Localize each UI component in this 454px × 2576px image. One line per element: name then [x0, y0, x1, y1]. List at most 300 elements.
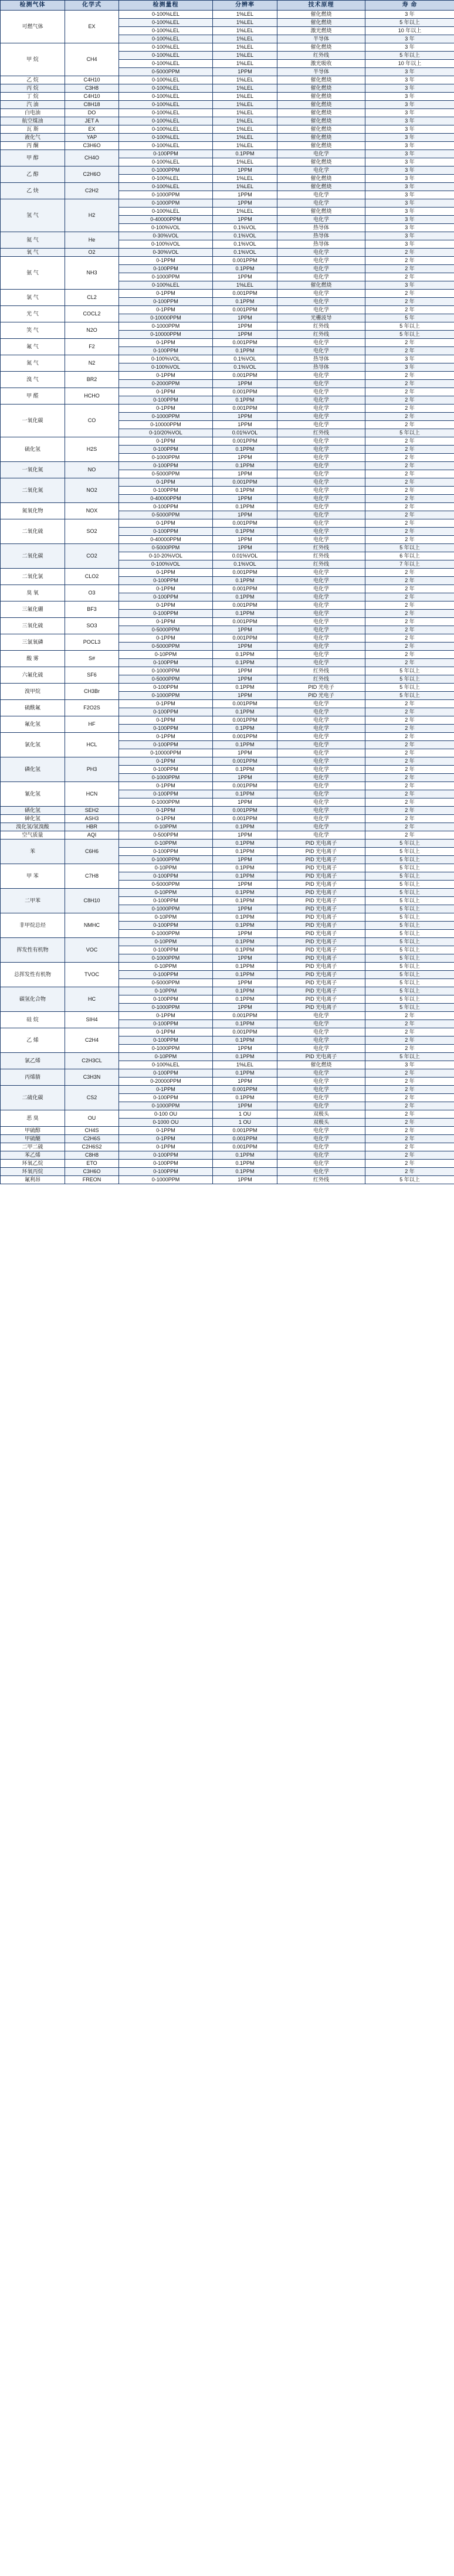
cell-resolution: 0.1PPM: [213, 741, 277, 749]
cell-resolution: 0.001PPM: [213, 700, 277, 708]
cell-detection-range: 0-100PPM: [119, 298, 213, 306]
cell-technology: 催化燃烧: [277, 84, 365, 93]
cell-technology: 电化学: [277, 478, 365, 487]
cell-gas-name: 乙 烷: [1, 76, 65, 84]
cell-life: 2 年: [365, 1094, 454, 1102]
cell-technology: PID 光电离子: [277, 954, 365, 963]
cell-detection-range: 0-100%LEL: [119, 101, 213, 109]
table-row: [1, 823, 454, 831]
cell-technology: 红外线: [277, 667, 365, 675]
cell-resolution: 0.1PPM: [213, 708, 277, 716]
table-row: [1, 716, 454, 725]
cell-technology: PID 光电离子: [277, 963, 365, 971]
cell-detection-range: 0-1PPM: [119, 306, 213, 314]
cell-life: 5 年以上: [365, 692, 454, 700]
cell-technology: 电化学: [277, 1168, 365, 1176]
cell-life: 2 年: [365, 470, 454, 478]
cell-technology: 电化学: [277, 807, 365, 815]
cell-gas-name: 氟化氢: [1, 716, 65, 733]
cell-technology: 催化燃烧: [277, 158, 365, 166]
table-row: [1, 963, 454, 971]
cell-detection-range: 0-1000PPM: [119, 1176, 213, 1184]
cell-technology: 电化学: [277, 166, 365, 175]
cell-resolution: 1%LEL: [213, 125, 277, 134]
table-row: [1, 544, 454, 552]
cell-life: 2 年: [365, 1143, 454, 1151]
cell-life: 2 年: [365, 725, 454, 733]
cell-technology: PID 光电离子: [277, 979, 365, 987]
cell-detection-range: 0-1PPM: [119, 290, 213, 298]
cell-life: 2 年: [365, 585, 454, 593]
cell-detection-range: 0-20000PPM: [119, 1078, 213, 1086]
cell-resolution: 0.1PPM: [213, 938, 277, 946]
cell-life: 5 年以上: [365, 995, 454, 1004]
cell-detection-range: 0-5000PPM: [119, 626, 213, 634]
cell-detection-range: 0-1PPM: [119, 1135, 213, 1143]
cell-life: 3 年: [365, 150, 454, 158]
cell-technology: 红外线: [277, 331, 365, 339]
cell-life: 2 年: [365, 618, 454, 626]
cell-detection-range: 0-10-20%VOL: [119, 552, 213, 560]
table-row: [1, 257, 454, 265]
cell-detection-range: 0-100PPM: [119, 528, 213, 536]
cell-life: 5 年以上: [365, 1176, 454, 1184]
cell-life: 2 年: [365, 1045, 454, 1053]
cell-technology: 红外线: [277, 429, 365, 437]
table-row: [1, 1168, 454, 1176]
cell-detection-range: 0-100PPM: [119, 487, 213, 495]
cell-detection-range: 0-100PPM: [119, 265, 213, 273]
cell-resolution: 0.1PPM: [213, 946, 277, 954]
table-row: [1, 43, 454, 52]
cell-chemical-formula: DO: [65, 109, 119, 117]
table-row: [1, 987, 454, 995]
table-row: [1, 183, 454, 191]
cell-life: 2 年: [365, 634, 454, 643]
cell-chemical-formula: C2H6S2: [65, 1143, 119, 1151]
cell-technology: 电化学: [277, 388, 365, 396]
cell-detection-range: 0-10000PPM: [119, 749, 213, 757]
cell-life: 2 年: [365, 249, 454, 257]
cell-gas-name: 磷化氢: [1, 757, 65, 782]
cell-chemical-formula: POCL3: [65, 634, 119, 651]
cell-detection-range: 0-10PPM: [119, 1053, 213, 1061]
cell-technology: 催化燃烧: [277, 183, 365, 191]
cell-detection-range: 0-100%VOL: [119, 363, 213, 372]
cell-detection-range: 0-2000PPM: [119, 380, 213, 388]
cell-chemical-formula: NMHC: [65, 913, 119, 938]
cell-resolution: 1PPM: [213, 1102, 277, 1110]
cell-technology: 电化学: [277, 626, 365, 634]
cell-life: 3 年: [365, 84, 454, 93]
cell-life: 2 年: [365, 437, 454, 446]
cell-technology: 电化学: [277, 782, 365, 790]
cell-resolution: 1PPM: [213, 511, 277, 519]
cell-technology: 催化燃烧: [277, 19, 365, 27]
cell-technology: 催化燃烧: [277, 281, 365, 290]
cell-life: 2 年: [365, 528, 454, 536]
cell-chemical-formula: HBR: [65, 823, 119, 831]
cell-resolution: 0.1PPM: [213, 610, 277, 618]
cell-gas-name: 二硫化碳: [1, 1086, 65, 1110]
cell-detection-range: 0-1PPM: [119, 815, 213, 823]
cell-chemical-formula: S#: [65, 651, 119, 667]
cell-resolution: 1PPM: [213, 1078, 277, 1086]
cell-chemical-formula: SO2: [65, 519, 119, 544]
cell-detection-range: 0-100%LEL: [119, 109, 213, 117]
cell-technology: 红外线: [277, 52, 365, 60]
cell-resolution: 0.001PPM: [213, 782, 277, 790]
cell-chemical-formula: C2H4: [65, 1028, 119, 1053]
cell-life: 5 年以上: [365, 881, 454, 889]
cell-technology: 电化学: [277, 372, 365, 380]
cell-technology: 电化学: [277, 585, 365, 593]
table-row: [1, 109, 454, 117]
cell-technology: 电化学: [277, 265, 365, 273]
cell-technology: 电化学: [277, 1012, 365, 1020]
cell-technology: 催化燃烧: [277, 76, 365, 84]
cell-resolution: 0.1PPM: [213, 1020, 277, 1028]
cell-life: 2 年: [365, 815, 454, 823]
cell-life: 5 年以上: [365, 864, 454, 872]
cell-technology: 电化学: [277, 774, 365, 782]
cell-gas-name: 丁 烷: [1, 93, 65, 101]
cell-resolution: 1PPM: [213, 199, 277, 208]
cell-technology: 电化学: [277, 454, 365, 462]
cell-resolution: 1PPM: [213, 495, 277, 503]
col-header-formula: 化学式: [65, 1, 119, 11]
table-row: [1, 1012, 454, 1020]
cell-chemical-formula: C7H8: [65, 864, 119, 889]
cell-resolution: 0.001PPM: [213, 1143, 277, 1151]
cell-chemical-formula: F2O2S: [65, 700, 119, 716]
cell-technology: 电化学: [277, 437, 365, 446]
cell-technology: 电化学: [277, 815, 365, 823]
cell-gas-name: 汽 油: [1, 101, 65, 109]
cell-detection-range: 0-100PPM: [119, 897, 213, 905]
cell-technology: 电化学: [277, 528, 365, 536]
cell-chemical-formula: NO: [65, 462, 119, 478]
cell-detection-range: 0-1PPM: [119, 601, 213, 610]
cell-life: 3 年: [365, 208, 454, 216]
cell-gas-name: 苯乙烯: [1, 1151, 65, 1160]
cell-detection-range: 0-100%LEL: [119, 208, 213, 216]
cell-detection-range: 0-100PPM: [119, 872, 213, 881]
cell-technology: 电化学: [277, 643, 365, 651]
table-row: [1, 519, 454, 528]
cell-resolution: 0.001PPM: [213, 733, 277, 741]
cell-life: 5 年以上: [365, 979, 454, 987]
table-row: [1, 1176, 454, 1184]
cell-resolution: 0.1PPM: [213, 265, 277, 273]
cell-detection-range: 0-1000PPM: [119, 930, 213, 938]
cell-technology: PID 光电离子: [277, 913, 365, 922]
cell-technology: PID 光电离子: [277, 881, 365, 889]
cell-technology: 催化燃烧: [277, 43, 365, 52]
table-row: [1, 117, 454, 125]
cell-gas-name: 硫酰氟: [1, 700, 65, 716]
cell-detection-range: 0-1PPM: [119, 478, 213, 487]
cell-technology: 电化学: [277, 569, 365, 577]
table-row: [1, 462, 454, 470]
cell-detection-range: 0-100%LEL: [119, 183, 213, 191]
cell-gas-name: 航空煤油: [1, 117, 65, 125]
cell-resolution: 1PPM: [213, 930, 277, 938]
table-row: [1, 667, 454, 675]
cell-technology: 电化学: [277, 257, 365, 265]
cell-life: 2 年: [365, 790, 454, 798]
cell-resolution: 1%LEL: [213, 183, 277, 191]
cell-detection-range: 0-30%VOL: [119, 232, 213, 240]
table-row: [1, 249, 454, 257]
cell-detection-range: 0-100PPM: [119, 971, 213, 979]
cell-life: 2 年: [365, 823, 454, 831]
table-row: [1, 601, 454, 610]
cell-resolution: 0.1PPM: [213, 347, 277, 355]
cell-gas-name: 硒化氢: [1, 807, 65, 815]
cell-technology: 电化学: [277, 380, 365, 388]
cell-technology: 电化学: [277, 798, 365, 807]
cell-resolution: 0.1PPM: [213, 1160, 277, 1168]
table-header: [1, 1, 454, 11]
cell-resolution: 0.001PPM: [213, 1028, 277, 1036]
cell-detection-range: 0-100%LEL: [119, 11, 213, 19]
cell-chemical-formula: JET A: [65, 117, 119, 125]
cell-chemical-formula: C8H8: [65, 1151, 119, 1160]
cell-life: 2 年: [365, 1160, 454, 1168]
cell-gas-name: 砷化氢: [1, 815, 65, 823]
cell-life: 5 年以上: [365, 889, 454, 897]
table-row: [1, 355, 454, 363]
cell-life: 3 年: [365, 183, 454, 191]
table-row: [1, 651, 454, 659]
cell-gas-name: 三氟化硼: [1, 601, 65, 618]
cell-technology: 电化学: [277, 700, 365, 708]
cell-technology: 电化学: [277, 339, 365, 347]
cell-gas-name: 液化气: [1, 134, 65, 142]
cell-detection-range: 0-100%LEL: [119, 1061, 213, 1069]
table-row: [1, 93, 454, 101]
cell-chemical-formula: C3H3N: [65, 1069, 119, 1086]
cell-life: 2 年: [365, 807, 454, 815]
cell-life: 2 年: [365, 1119, 454, 1127]
cell-resolution: 0.001PPM: [213, 757, 277, 766]
cell-resolution: 0.1PPM: [213, 848, 277, 856]
cell-life: 5 年以上: [365, 946, 454, 954]
cell-technology: 电化学: [277, 347, 365, 355]
cell-resolution: 1%LEL: [213, 158, 277, 166]
cell-detection-range: 0-1PPM: [119, 569, 213, 577]
cell-technology: 催化燃烧: [277, 1061, 365, 1069]
cell-chemical-formula: C3H8: [65, 84, 119, 93]
cell-gas-name: 硫化氢: [1, 437, 65, 462]
cell-detection-range: 0-1000PPM: [119, 454, 213, 462]
cell-resolution: 0.1PPM: [213, 577, 277, 585]
cell-resolution: 1%LEL: [213, 84, 277, 93]
cell-life: 2 年: [365, 421, 454, 429]
table-row: [1, 1028, 454, 1036]
table-row: [1, 199, 454, 208]
cell-resolution: 1PPM: [213, 68, 277, 76]
cell-detection-range: 0-1PPM: [119, 437, 213, 446]
cell-technology: 热导体: [277, 363, 365, 372]
cell-technology: 催化燃烧: [277, 125, 365, 134]
cell-resolution: 0.1PPM: [213, 651, 277, 659]
cell-technology: 电化学: [277, 593, 365, 601]
cell-chemical-formula: C2H6S: [65, 1135, 119, 1143]
cell-resolution: 1%LEL: [213, 109, 277, 117]
cell-resolution: 0.1PPM: [213, 823, 277, 831]
cell-detection-range: 0-1000PPM: [119, 1045, 213, 1053]
cell-resolution: 1%LEL: [213, 1061, 277, 1069]
table-row: [1, 125, 454, 134]
cell-detection-range: 0-1000PPM: [119, 954, 213, 963]
cell-detection-range: 0-100PPM: [119, 462, 213, 470]
cell-resolution: 1%LEL: [213, 43, 277, 52]
cell-resolution: 0.1PPM: [213, 1168, 277, 1176]
table-row: [1, 134, 454, 142]
cell-life: 3 年: [365, 224, 454, 232]
cell-technology: 电化学: [277, 487, 365, 495]
cell-technology: 催化燃烧: [277, 134, 365, 142]
cell-technology: 电化学: [277, 733, 365, 741]
table-row: [1, 290, 454, 298]
table-row: [1, 1053, 454, 1061]
cell-detection-range: 0-100PPM: [119, 610, 213, 618]
cell-life: 3 年: [365, 166, 454, 175]
cell-chemical-formula: AQI: [65, 831, 119, 840]
cell-life: 2 年: [365, 708, 454, 716]
cell-resolution: 1PPM: [213, 979, 277, 987]
cell-technology: PID 光电离子: [277, 905, 365, 913]
cell-chemical-formula: BR2: [65, 372, 119, 388]
cell-chemical-formula: C6H6: [65, 840, 119, 864]
cell-gas-name: 丙 酮: [1, 142, 65, 150]
cell-technology: 电化学: [277, 1102, 365, 1110]
table-row: [1, 150, 454, 158]
cell-resolution: 1%LEL: [213, 117, 277, 125]
col-header-life: 寿 命: [365, 1, 454, 11]
cell-resolution: 0.1PPM: [213, 987, 277, 995]
cell-resolution: 0.001PPM: [213, 437, 277, 446]
cell-technology: 催化燃烧: [277, 175, 365, 183]
cell-resolution: 0.1PPM: [213, 503, 277, 511]
cell-life: 5 年以上: [365, 954, 454, 963]
cell-detection-range: 0-100PPM: [119, 741, 213, 749]
cell-technology: 电化学: [277, 413, 365, 421]
cell-resolution: 0.1PPM: [213, 487, 277, 495]
table-row: [1, 684, 454, 692]
cell-resolution: 1%LEL: [213, 142, 277, 150]
cell-resolution: 0.1%VOL: [213, 560, 277, 569]
cell-chemical-formula: HCL: [65, 733, 119, 757]
table-row: [1, 569, 454, 577]
cell-detection-range: 0-100PPM: [119, 922, 213, 930]
cell-resolution: 0.1PPM: [213, 840, 277, 848]
cell-detection-range: 0-5000PPM: [119, 511, 213, 519]
cell-detection-range: 0-1PPM: [119, 388, 213, 396]
cell-technology: 电化学: [277, 1094, 365, 1102]
cell-technology: 电化学: [277, 1151, 365, 1160]
cell-life: 2 年: [365, 495, 454, 503]
cell-chemical-formula: CH4: [65, 43, 119, 76]
cell-chemical-formula: C4H10: [65, 76, 119, 84]
cell-resolution: 0.01%VOL: [213, 552, 277, 560]
cell-detection-range: 0-1000PPM: [119, 905, 213, 913]
cell-life: 3 年: [365, 93, 454, 101]
cell-detection-range: 0-100%VOL: [119, 240, 213, 249]
cell-gas-name: 丙 烷: [1, 84, 65, 93]
cell-resolution: 0.1PPM: [213, 659, 277, 667]
cell-resolution: 1PPM: [213, 643, 277, 651]
cell-life: 2 年: [365, 774, 454, 782]
cell-resolution: 0.001PPM: [213, 815, 277, 823]
cell-technology: 电化学: [277, 191, 365, 199]
cell-technology: 电化学: [277, 1160, 365, 1168]
cell-technology: PID 光电离子: [277, 840, 365, 848]
cell-life: 5 年以上: [365, 872, 454, 881]
cell-gas-name: 三氯氧磷: [1, 634, 65, 651]
cell-resolution: 0.001PPM: [213, 601, 277, 610]
cell-technology: 半导体: [277, 35, 365, 43]
cell-gas-name: 光 气: [1, 306, 65, 322]
cell-gas-name: 瓦 斯: [1, 125, 65, 134]
table-row: [1, 339, 454, 347]
cell-gas-name: 环氧丙烷: [1, 1168, 65, 1176]
cell-technology: 电化学: [277, 1020, 365, 1028]
cell-technology: 光栅波导: [277, 314, 365, 322]
cell-resolution: 1PPM: [213, 905, 277, 913]
gas-spec-table: [0, 0, 454, 1184]
cell-gas-name: 氮氧化物: [1, 503, 65, 519]
cell-life: 3 年: [365, 191, 454, 199]
cell-life: 2 年: [365, 396, 454, 405]
cell-detection-range: 0-100PPM: [119, 1094, 213, 1102]
cell-chemical-formula: ASH3: [65, 815, 119, 823]
cell-life: 3 年: [365, 142, 454, 150]
cell-life: 10 年以上: [365, 27, 454, 35]
cell-chemical-formula: C2H6O: [65, 166, 119, 183]
cell-detection-range: 0-1000PPM: [119, 798, 213, 807]
cell-life: 5 年以上: [365, 848, 454, 856]
cell-life: 2 年: [365, 610, 454, 618]
cell-resolution: 0.001PPM: [213, 405, 277, 413]
cell-chemical-formula: NOX: [65, 503, 119, 519]
cell-resolution: 0.1PPM: [213, 872, 277, 881]
cell-technology: 电化学: [277, 405, 365, 413]
table-row: [1, 142, 454, 150]
cell-life: 2 年: [365, 372, 454, 380]
cell-life: 5 年以上: [365, 544, 454, 552]
cell-life: 2 年: [365, 1168, 454, 1176]
cell-chemical-formula: PH3: [65, 757, 119, 782]
cell-technology: 电化学: [277, 1045, 365, 1053]
cell-life: 3 年: [365, 76, 454, 84]
cell-resolution: 1%LEL: [213, 35, 277, 43]
cell-gas-name: 白电油: [1, 109, 65, 117]
cell-life: 2 年: [365, 536, 454, 544]
cell-resolution: 0.001PPM: [213, 618, 277, 626]
cell-detection-range: 0-1PPM: [119, 405, 213, 413]
cell-chemical-formula: He: [65, 232, 119, 249]
table-row: [1, 101, 454, 109]
cell-detection-range: 0-1PPM: [119, 1086, 213, 1094]
cell-technology: 电化学: [277, 610, 365, 618]
cell-resolution: 1PPM: [213, 831, 277, 840]
cell-detection-range: 0-1000PPM: [119, 856, 213, 864]
cell-resolution: 0.1PPM: [213, 446, 277, 454]
table-row: [1, 733, 454, 741]
